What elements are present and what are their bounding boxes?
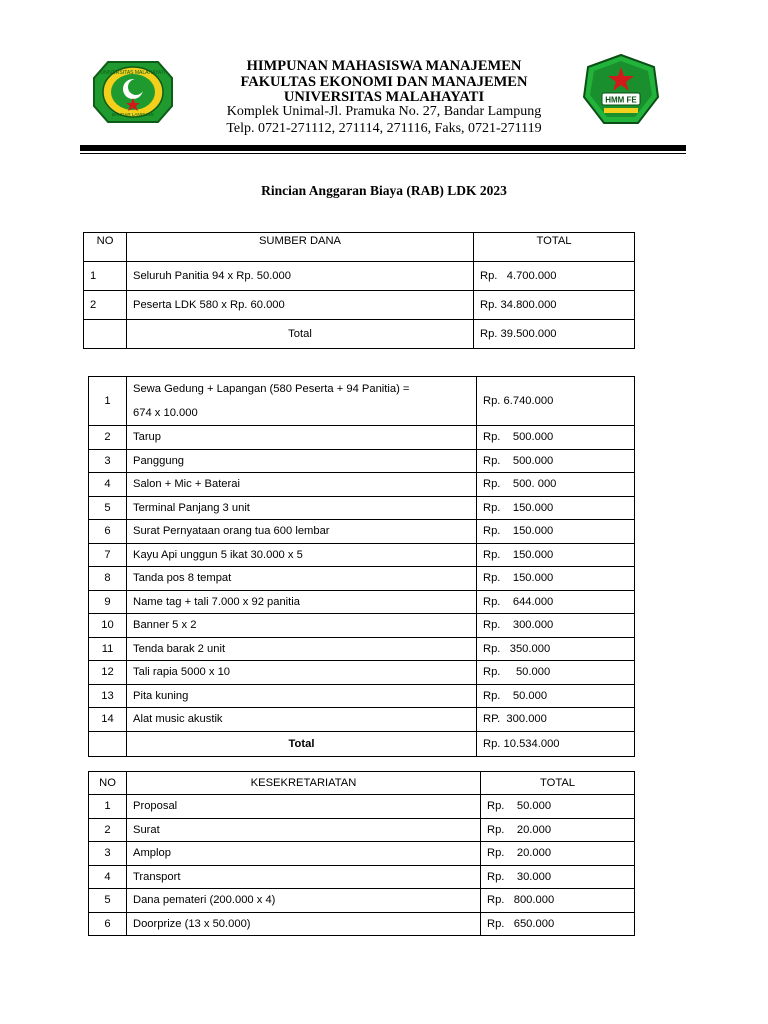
table-row [89,614,635,638]
row-total: Rp. 150.000 [477,567,635,591]
table-row [89,567,635,591]
row-number: 4 [89,865,127,889]
row-total: Rp. 644.000 [477,590,635,614]
total-value: Rp. 39.500.000 [474,320,635,349]
row-description: Peserta LDK 580 x Rp. 60.000 [127,291,474,320]
row-total: Rp. 6.740.000 [477,377,635,426]
row-number: 3 [89,842,127,866]
row-description: Kayu Api unggun 5 ikat 30.000 x 5 [127,543,477,567]
column-header: TOTAL [474,233,635,262]
row-total: RP. 300.000 [477,708,635,732]
row-total: Rp. 4.700.000 [474,262,635,291]
total-label: Total [127,320,474,349]
emblem-text: HMM FE [605,95,637,105]
table-row [89,865,635,889]
table-row [89,818,635,842]
column-header: TOTAL [481,772,635,795]
kesekretariatan-rows [89,795,635,936]
row-total: Rp. 150.000 [477,543,635,567]
row-total: Rp. 50.000 [477,684,635,708]
row-description: Banner 5 x 2 [127,614,477,638]
column-header: SUMBER DANA [127,233,474,262]
row-number: 5 [89,496,127,520]
org-name-line2: FAKULTAS EKONOMI DAN MANAJEMEN [240,74,528,90]
hmm-fe-emblem-icon [582,53,660,127]
table-header-row [84,233,635,262]
empty-cell [89,731,127,756]
letterhead [0,0,768,160]
row-number: 4 [89,473,127,497]
column-header: NO [89,772,127,795]
row-description: Pita kuning [127,684,477,708]
row-total: Rp. 34.800.000 [474,291,635,320]
table-row [89,795,635,819]
table-row [84,291,635,320]
total-row [84,320,635,349]
row-description: Alat music akustik [127,708,477,732]
row-description: Transport [127,865,481,889]
column-header: KESEKRETARIATAN [127,772,481,795]
table-row [89,637,635,661]
row-number: 12 [89,661,127,685]
row-description: Name tag + tali 7.000 x 92 panitia [127,590,477,614]
row-total: Rp. 20.000 [481,842,635,866]
row-description-line2: 674 x 10.000 [133,407,198,419]
perlengkapan-table [88,376,635,757]
row-description: Dana pemateri (200.000 x 4) [127,889,481,913]
row-description: Terminal Panjang 3 unit [127,496,477,520]
row-description: Tarup [127,426,477,450]
row-number: 11 [89,637,127,661]
document-title: Rincian Anggaran Biaya (RAB) LDK 2023 [261,183,507,198]
total-row [89,731,635,756]
table-row [89,842,635,866]
org-name-line3: UNIVERSITAS MALAHAYATI [283,89,485,105]
row-number: 9 [89,590,127,614]
row-description: Surat [127,818,481,842]
row-total: Rp. 150.000 [477,496,635,520]
row-description-line1: Sewa Gedung + Lapangan (580 Peserta + 94 Panitia) = [133,383,410,395]
table-row [89,912,635,936]
row-description: Seluruh Panitia 94 x Rp. 50.000 [127,262,474,291]
table-row [89,520,635,544]
row-description: Panggung [127,449,477,473]
perlengkapan-rows [89,426,635,732]
row-total: Rp. 500. 000 [477,473,635,497]
org-address: Komplek Unimal-Jl. Pramuka No. 27, Bandar Lampung [226,104,542,119]
row-total: Rp. 20.000 [481,818,635,842]
row-total: Rp. 500.000 [477,426,635,450]
row-number: 5 [89,889,127,913]
table-row [89,661,635,685]
row-number: 7 [89,543,127,567]
row-description: Proposal [127,795,481,819]
empty-cell [84,320,127,349]
row-number: 10 [89,614,127,638]
table-row [89,449,635,473]
seal-top-text: UNIVERSITAS MALAHAYATI [100,70,166,76]
org-name-line1: HIMPUNAN MAHASISWA MANAJEMEN [246,58,522,74]
university-seal-icon [92,60,174,124]
seal-bottom-text: BANDAR LAMPUNG [111,112,155,117]
table-row [84,262,635,291]
total-label: Total [127,731,477,756]
table-row [89,684,635,708]
row-number: 6 [89,520,127,544]
sumber-dana-table [83,232,635,349]
table-row [89,426,635,450]
row-description: Amplop [127,842,481,866]
table-header-row [89,772,635,795]
row-total: Rp. 650.000 [481,912,635,936]
row-number: 1 [84,262,127,291]
row-number: 3 [89,449,127,473]
row-total: Rp. 800.000 [481,889,635,913]
row-total: Rp. 350.000 [477,637,635,661]
row-description: Tanda pos 8 tempat [127,567,477,591]
table-row [89,496,635,520]
row-number: 2 [89,426,127,450]
row-total: Rp. 500.000 [477,449,635,473]
row-total: Rp. 30.000 [481,865,635,889]
row-description: Tali rapia 5000 x 10 [127,661,477,685]
column-header: NO [84,233,127,262]
table-row [89,889,635,913]
row-number: 14 [89,708,127,732]
row-number: 13 [89,684,127,708]
row-total: Rp. 150.000 [477,520,635,544]
row-number: 1 [89,377,127,426]
row-total: Rp. 50.000 [481,795,635,819]
org-phone: Telp. 0721-271112, 271114, 271116, Faks, 0721-271119 [226,121,542,136]
row-number: 8 [89,567,127,591]
table-row [89,590,635,614]
row-total: Rp. 300.000 [477,614,635,638]
row-total: Rp. 50.000 [477,661,635,685]
table-row [89,377,635,426]
row-description: Tenda barak 2 unit [127,637,477,661]
kesekretariatan-table [88,771,635,936]
header-rule-thin [80,153,686,154]
table-row [89,543,635,567]
table-row [89,708,635,732]
row-description: Surat Pernyataan orang tua 600 lembar [127,520,477,544]
row-description: Salon + Mic + Baterai [127,473,477,497]
row-number: 2 [89,818,127,842]
table-row [89,473,635,497]
row-number: 6 [89,912,127,936]
total-value: Rp. 10.534.000 [477,731,635,756]
row-number: 2 [84,291,127,320]
row-description [127,377,477,426]
row-number: 1 [89,795,127,819]
row-description: Doorprize (13 x 50.000) [127,912,481,936]
header-rule-thick [80,145,686,151]
